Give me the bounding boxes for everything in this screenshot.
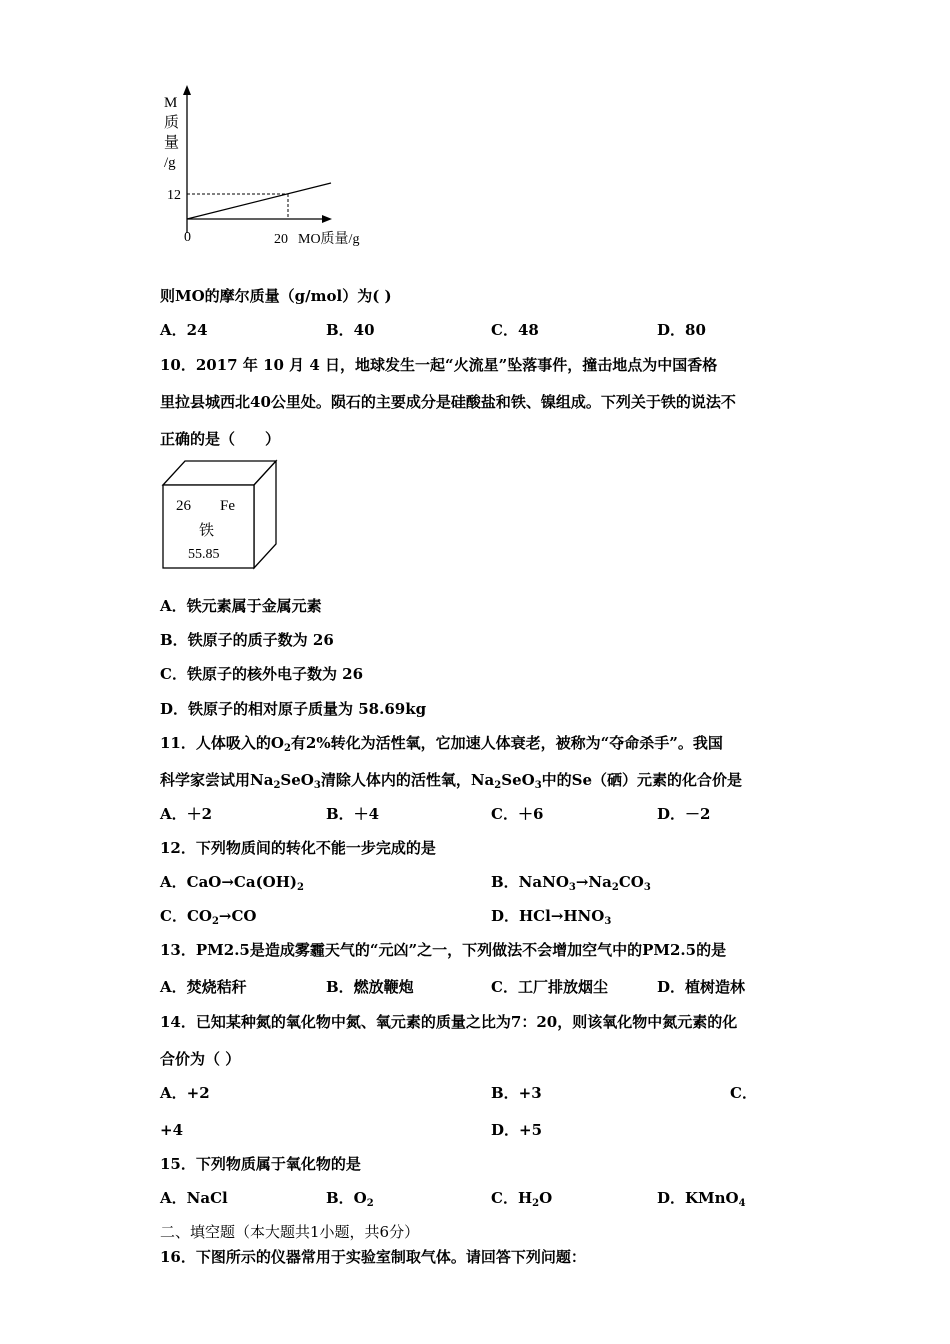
q15-option-a: A．NaCl [160, 1189, 228, 1207]
origin-label: 0 [184, 230, 191, 245]
q11-stem-line-2 [160, 770, 742, 796]
subscript: 3 [313, 780, 321, 791]
q15-text: O [539, 1189, 553, 1207]
q15-text: C．H [491, 1189, 533, 1207]
q14-option-b: B．+3 [491, 1084, 542, 1102]
subscript: 2 [532, 1198, 540, 1209]
q14-option-a: A．+2 [160, 1084, 210, 1102]
q12-option-b [491, 872, 651, 898]
subscript: 3 [643, 882, 651, 893]
q13-option-c: C．工厂排放烟尘 [491, 978, 608, 996]
y-label-line-1: M [164, 95, 178, 111]
q11-text: 11．人体吸入的O [160, 734, 284, 752]
subscript: 3 [568, 882, 576, 893]
q15-option-c [491, 1188, 552, 1214]
q11-text: 有2%转化为活性氧，它加速人体衰老，被称为“夺命杀手”。我国 [290, 734, 723, 752]
q11-option-b: B．＋4 [326, 805, 380, 823]
x-axis-arrow [322, 215, 332, 223]
q12-stem: 12．下列物质间的转化不能一步完成的是 [160, 839, 436, 857]
q9-stem: 则MO的摩尔质量（g/mol）为( ) [160, 287, 392, 305]
q11-option-c: C．＋6 [491, 805, 544, 823]
q15-stem: 15．下列物质属于氧化物的是 [160, 1155, 361, 1173]
subscript: 2 [611, 882, 619, 893]
y-label-line-4: /g [164, 155, 176, 171]
mass-graph [150, 85, 390, 255]
q12-option-c [160, 906, 257, 932]
y-label-line-2: 质 [164, 115, 180, 131]
q12-option-a [160, 872, 304, 898]
q14-option-c-value: +4 [160, 1121, 184, 1139]
q9-option-d: D．80 [657, 321, 706, 339]
q16-stem: 16．下图所示的仪器常用于实验室制取气体。请回答下列问题： [160, 1248, 586, 1266]
subscript: 2 [297, 882, 304, 893]
q11-text: 科学家尝试用Na [160, 771, 274, 789]
y-axis-arrow [183, 85, 191, 95]
data-line [187, 183, 331, 219]
q15-text: B．O [326, 1189, 367, 1207]
y-tick-label: 12 [167, 188, 181, 203]
subscript: 2 [283, 743, 291, 754]
q13-option-a: A．焚烧秸秆 [160, 978, 247, 996]
q11-text: 中的Se（硒）元素的化合价是 [541, 771, 743, 789]
q11-text: 清除人体内的活性氧，Na [320, 771, 495, 789]
q12-text: →CO [218, 907, 257, 925]
element-number: 26 [176, 498, 191, 514]
subscript: 2 [273, 780, 281, 791]
q13-stem: 13．PM2.5是造成雾霾天气的“元凶”之一，下列做法不会增加空气中的PM2.5的是 [160, 941, 727, 959]
q9-option-b: B．40 [326, 321, 375, 339]
q14-option-c: C． [730, 1084, 757, 1102]
q12-text: A．CaO→Ca(OH) [160, 873, 298, 891]
q10-option-a: A．铁元素属于金属元素 [160, 597, 322, 615]
subscript: 3 [604, 916, 612, 927]
q10-option-c: C．铁原子的核外电子数为 26 [160, 665, 364, 683]
y-label-line-3: 量 [164, 135, 180, 151]
q14-stem-line-1: 14．已知某种氮的氧化物中氮、氧元素的质量之比为7：20，则该氧化物中氮元素的化 [160, 1013, 738, 1031]
q11-text: SeO [501, 771, 535, 789]
q12-text: C．CO [160, 907, 212, 925]
element-symbol: Fe [220, 498, 235, 514]
q11-stem-line-1 [160, 733, 723, 759]
q10-stem-line-3: 正确的是（ ） [160, 430, 281, 448]
subscript: 2 [494, 780, 502, 791]
q10-option-d: D．铁原子的相对原子质量为 58.69kg [160, 700, 427, 718]
iron-element-box [158, 458, 283, 570]
q13-option-d: D．植树造林 [657, 978, 746, 996]
q10-option-b: B．铁原子的质子数为 26 [160, 631, 334, 649]
q15-option-b [326, 1188, 374, 1214]
x-axis-label: MO质量/g [298, 232, 360, 247]
subscript: 3 [534, 780, 542, 791]
q15-text: D．KMnO [657, 1189, 739, 1207]
q12-text: D．HCl→HNO [491, 907, 605, 925]
q9-option-c: C．48 [491, 321, 539, 339]
subscript: 4 [738, 1198, 746, 1209]
section-2-heading: 二、填空题（本大题共1小题，共6分） [160, 1223, 420, 1241]
q12-text: B．NaNO [491, 873, 569, 891]
subscript: 2 [211, 916, 219, 927]
q14-option-d: D．+5 [491, 1121, 543, 1139]
element-mass: 55.85 [188, 547, 220, 562]
subscript: 2 [366, 1198, 374, 1209]
q12-option-d [491, 906, 611, 932]
q11-option-d: D．－2 [657, 805, 711, 823]
q11-option-a: A．＋2 [160, 805, 213, 823]
q11-text: SeO [280, 771, 314, 789]
q13-option-b: B．燃放鞭炮 [326, 978, 414, 996]
q10-stem-line-2: 里拉县城西北40公里处。陨石的主要成分是硅酸盐和铁、镍组成。下列关于铁的说法不 [160, 393, 736, 411]
q12-text: CO [618, 873, 644, 891]
q12-text: →Na [575, 873, 612, 891]
q15-option-d [657, 1188, 746, 1214]
q9-option-a: A．24 [160, 321, 208, 339]
q10-stem-line-1: 10．2017 年 10 月 4 日，地球发生一起“火流星”坠落事件，撞击地点为中国香格 [160, 356, 718, 374]
x-tick-label: 20 [274, 232, 288, 247]
element-name: 铁 [199, 523, 215, 539]
q14-stem-line-2: 合价为（ ） [160, 1050, 241, 1068]
